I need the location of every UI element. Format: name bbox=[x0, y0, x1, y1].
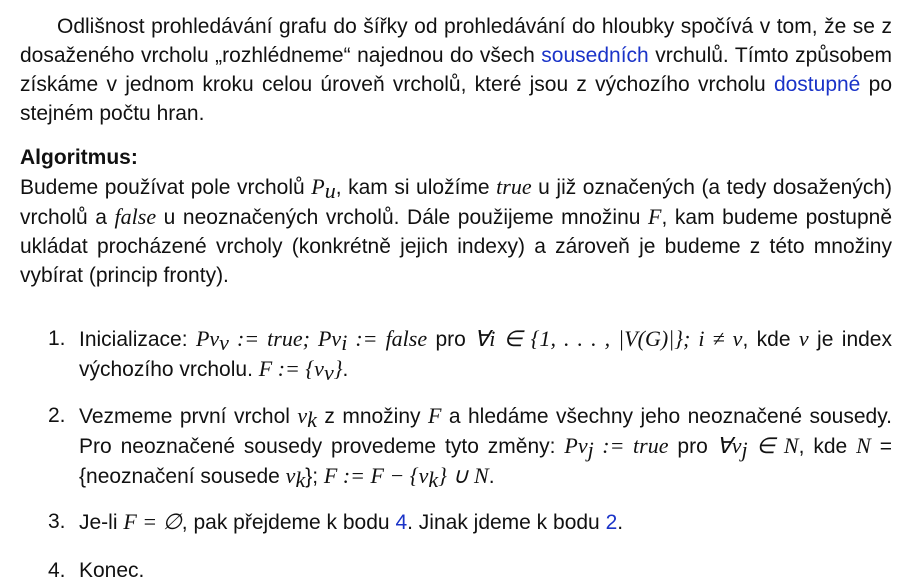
alg-text-1: Budeme používat pole vrcholů bbox=[20, 176, 312, 199]
step2-math-6: ∈ N bbox=[747, 433, 799, 458]
algorithm-heading: Algoritmus: bbox=[20, 146, 138, 169]
intro-text-2: vrchulů. Tímto způsobem získáme v jednom kroku celou úroveň vrcholů, které jsou z výchozího vrcholu bbox=[20, 44, 892, 96]
step2-math-3: Pv bbox=[564, 433, 588, 458]
math-F: F bbox=[648, 204, 662, 229]
alg-text-5: , kam budeme postupně ukládat procházené vrcholy (konkrétně jejich indexy) a zároveň je budeme z této množiny vybírat (princip fronty). bbox=[20, 206, 893, 287]
step2-math-7: N bbox=[856, 433, 871, 458]
step-text bbox=[79, 507, 892, 537]
intro-paragraph bbox=[20, 12, 892, 128]
step-4 bbox=[48, 556, 892, 585]
step-text: Konec. bbox=[79, 559, 145, 582]
step2-math-4: := true bbox=[593, 433, 669, 458]
step1-math-2: := true bbox=[228, 326, 303, 351]
step2-text-d: pro bbox=[668, 435, 717, 458]
step2-math-9: F := F − {v bbox=[323, 463, 429, 488]
step3-text-a: Je-li bbox=[79, 511, 124, 534]
step2-math-1: v bbox=[297, 403, 308, 428]
link-step-2[interactable]: 2 bbox=[605, 511, 618, 534]
link-dostupne[interactable]: dostupné bbox=[773, 73, 861, 96]
step1-text-e: . bbox=[342, 358, 349, 381]
step1-sub-3: v bbox=[323, 360, 334, 385]
step1-math-7: F := {v bbox=[258, 356, 324, 381]
step1-math-6: v bbox=[798, 326, 809, 351]
link-sousednich[interactable]: sousedních bbox=[541, 44, 649, 67]
math-true: true bbox=[496, 174, 532, 199]
step2-math-5: ∀v bbox=[716, 433, 742, 458]
step-number: 2. bbox=[48, 404, 66, 427]
step1-math-8: } bbox=[333, 356, 343, 381]
step1-text-b: pro bbox=[427, 328, 475, 351]
step2-math-10: } ∪ N bbox=[438, 463, 489, 488]
step-number: 4. bbox=[48, 559, 66, 582]
alg-text-3: u již označených (a tedy dosažených) vrcholů a bbox=[20, 176, 892, 229]
step2-text-c: a hledáme všechny jeho neoznačené sousedy. Pro neoznačené sousedy provedeme tyto změny: bbox=[79, 405, 892, 458]
step1-math-3: ; Pv bbox=[302, 326, 342, 351]
step3-text-d: . bbox=[617, 511, 624, 534]
math-sub-u: u bbox=[324, 178, 336, 203]
step2-sub-3: j bbox=[741, 437, 748, 462]
step2-sub-4: k bbox=[295, 467, 306, 492]
step1-text-c: , kde bbox=[742, 328, 799, 351]
step1-math-4: := false bbox=[347, 326, 428, 351]
step2-text-h: . bbox=[488, 465, 495, 488]
step2-text-a: Vezmeme první vrchol bbox=[79, 405, 298, 428]
step-1 bbox=[48, 324, 892, 384]
step1-math-5: ∀i ∈ {1, . . . , |V(G)|}; i ≠ v bbox=[474, 326, 743, 351]
step-text bbox=[79, 324, 892, 384]
step-text bbox=[79, 401, 892, 491]
algorithm-paragraph bbox=[20, 172, 892, 290]
alg-text-4: u neoznačených vrcholů. Dále použijeme množinu bbox=[156, 206, 649, 229]
step1-sub-1: v bbox=[219, 330, 229, 355]
math-P: P bbox=[311, 174, 325, 199]
step1-math-1: Pv bbox=[195, 326, 220, 351]
step2-sub-2: j bbox=[587, 437, 594, 462]
step2-math-2: F bbox=[427, 403, 442, 428]
step2-sub-1: k bbox=[307, 407, 317, 432]
step3-math-1: F = ∅ bbox=[123, 509, 182, 534]
step1-sub-2: i bbox=[341, 330, 348, 355]
step2-math-8: v bbox=[285, 463, 296, 488]
step-number: 1. bbox=[48, 327, 66, 350]
alg-text-2: , kam si uložíme bbox=[335, 176, 497, 199]
math-false: false bbox=[114, 204, 157, 229]
step1-text-d: je index výchozího vrcholu. bbox=[79, 328, 892, 381]
step-2 bbox=[48, 401, 892, 491]
step2-text-b: z množiny bbox=[316, 405, 428, 428]
step-3 bbox=[48, 507, 892, 537]
step2-text-e: , kde bbox=[798, 435, 857, 458]
step3-text-c: . Jinak jdeme k bodu bbox=[407, 511, 606, 534]
intro-text-1: Odlišnost prohledávání grafu do šířky od prohledávání do hloubky spočívá v tom, že se z dosaženého vrcholu „rozhlédneme“ najednou do všech bbox=[20, 15, 892, 67]
intro-text-3: po stejném počtu hran. bbox=[20, 73, 892, 125]
step-number: 3. bbox=[48, 510, 66, 533]
step1-text-a: Inicializace: bbox=[79, 328, 196, 351]
step2-sub-5: k bbox=[428, 467, 439, 492]
step3-text-b: , pak přejdeme k bodu bbox=[181, 511, 396, 534]
step2-text-f: = {neoznačení sousede bbox=[79, 435, 892, 488]
link-step-4[interactable]: 4 bbox=[395, 511, 408, 534]
step2-text-g: }; bbox=[305, 465, 324, 488]
